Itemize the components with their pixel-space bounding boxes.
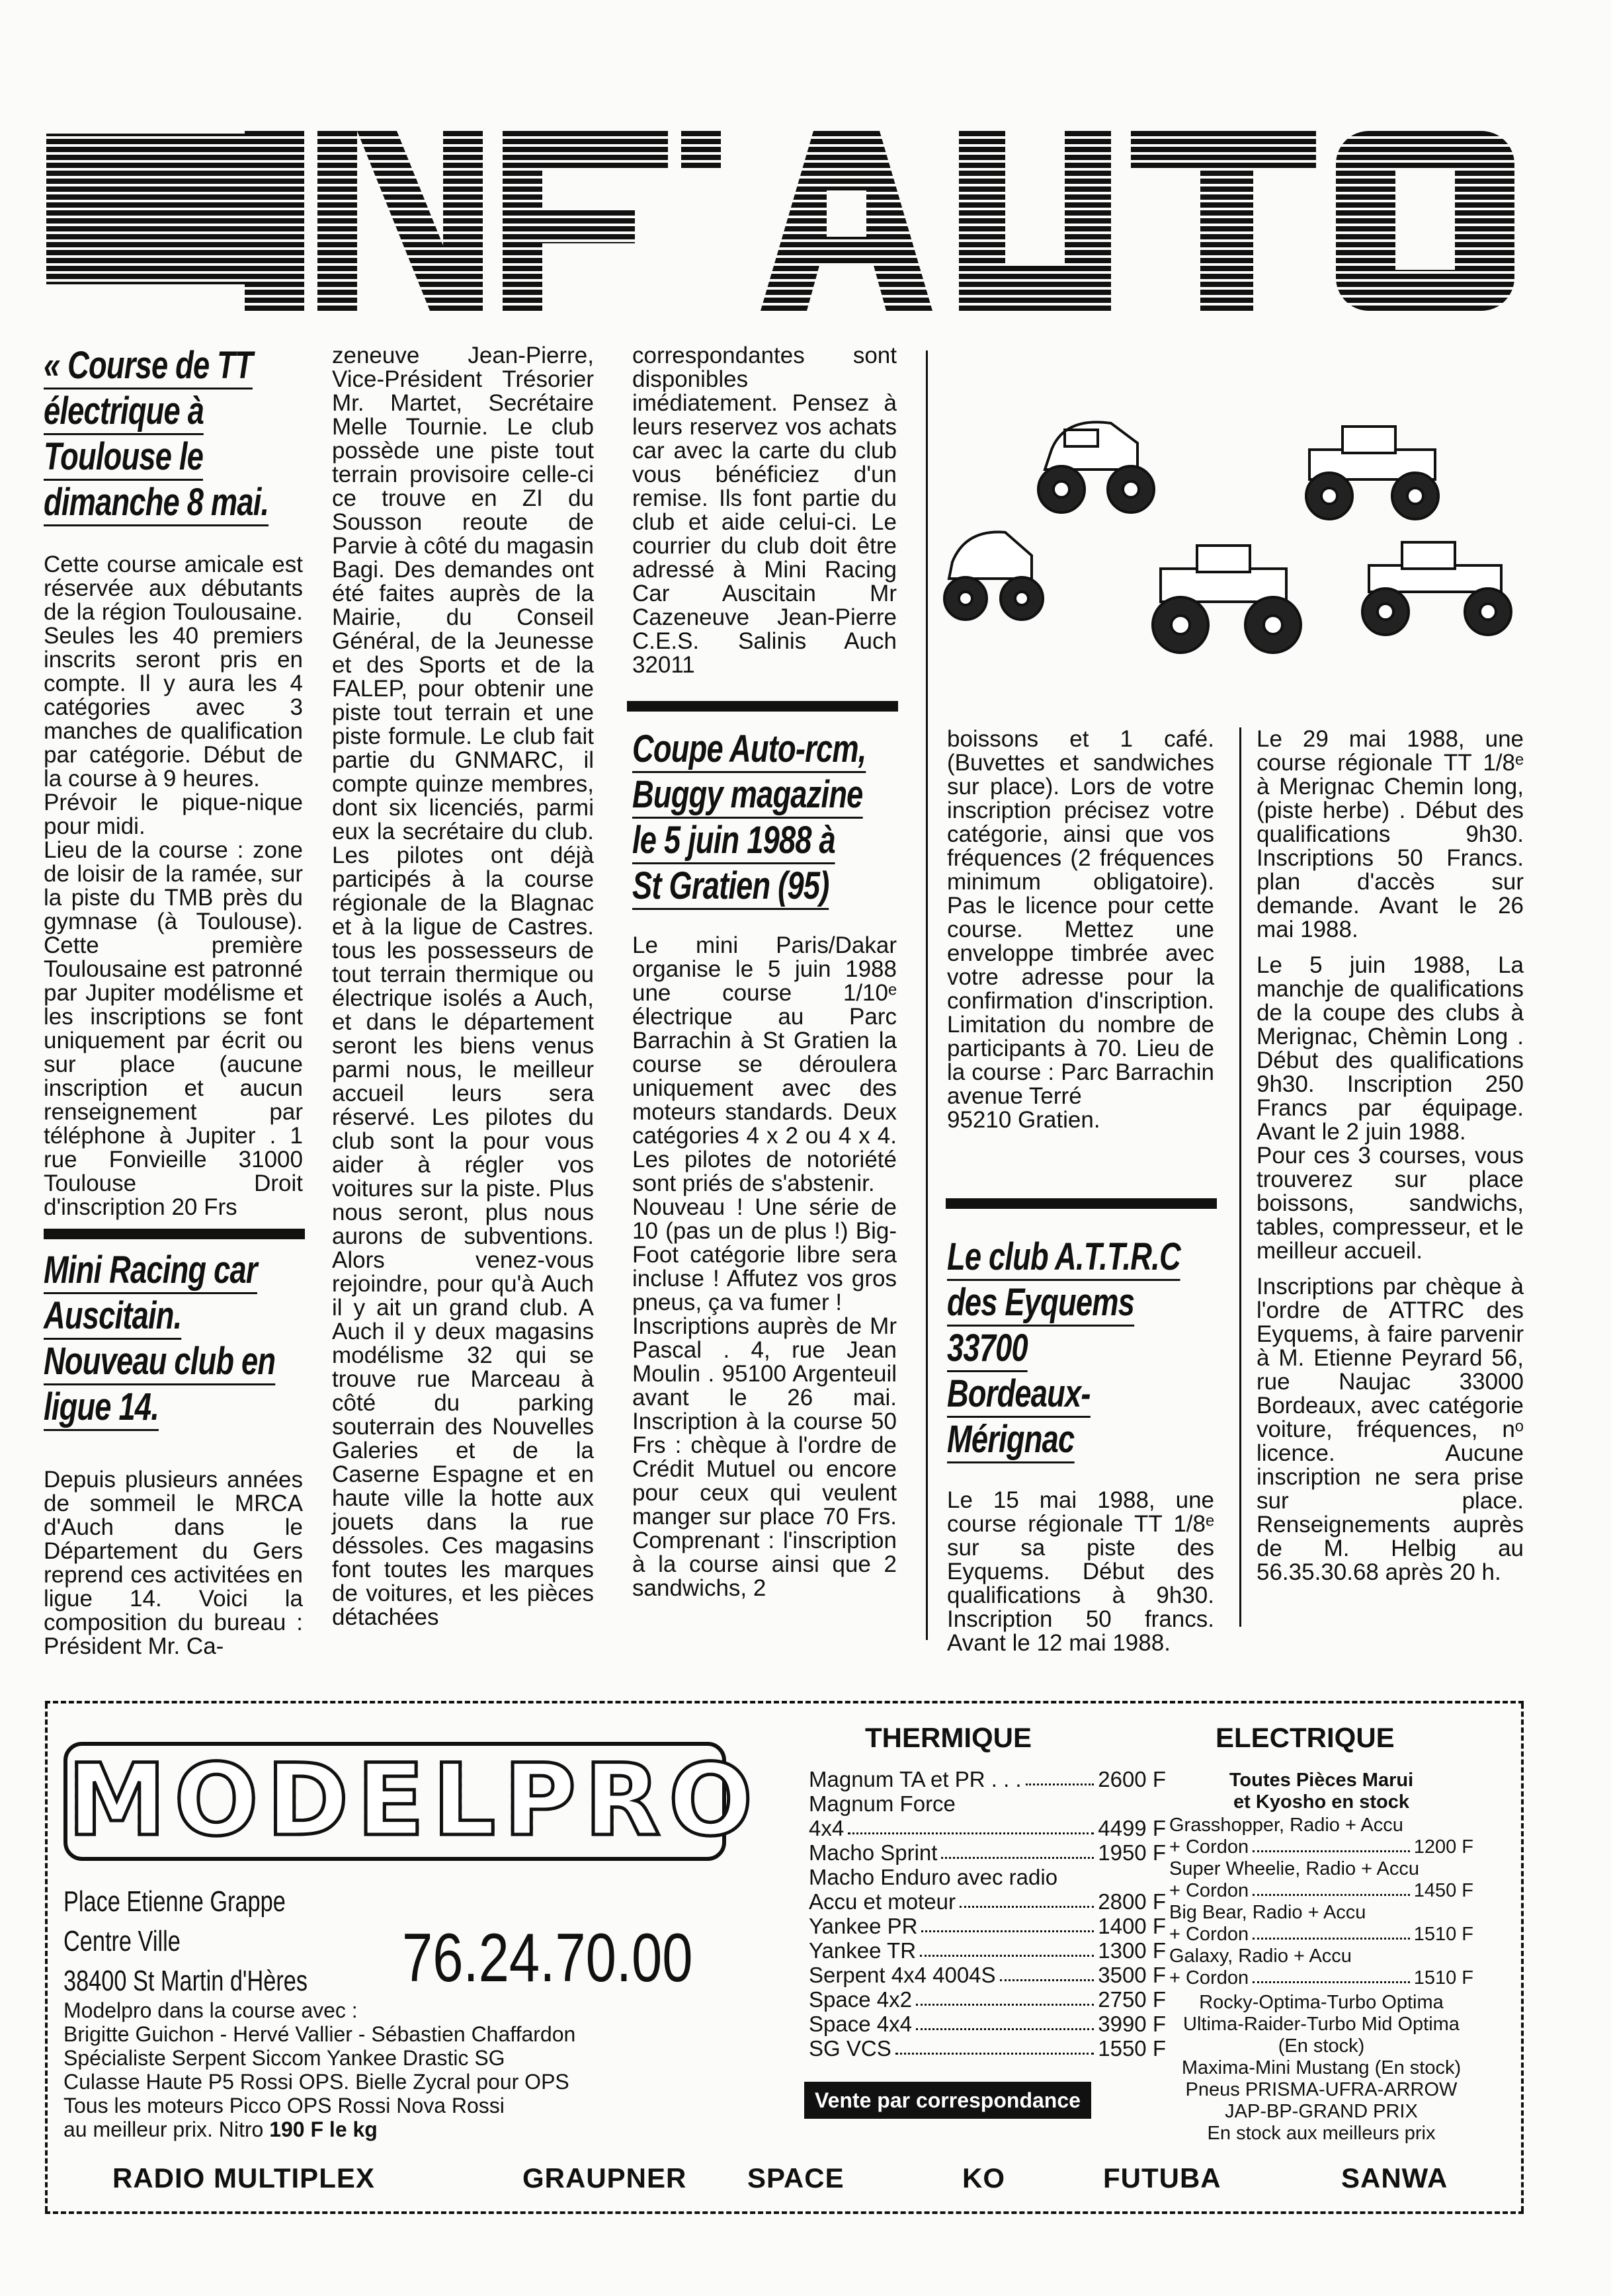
item-price: 1400 F [1098,1914,1166,1938]
paragraph: Cette course amicale est réservée aux débutants de la région Toulousaine. Seules les 40 premiers inscrits seront pris en compte. Il y aura les 4 catégories avec 3 manches de qualification par catégorie. Début de la course à 9 heures. [44,552,303,792]
extra-line: (En stock) [1278,2035,1365,2057]
item-price: 1550 F [1098,2036,1166,2061]
info-line: Tous les moteurs Picco OPS Rossi Nova Rossi [63,2094,505,2117]
paragraph: Inscriptions auprès de Mr Pascal . 4, rue Jean Moulin . 95100 Argenteuil avant le 26 mai. Inscription à la course 50 Frs : chèque à l'ordre de Crédit Mutuel ou encore pour ceux qui veulent manger sur place 70 Frs. Comprenant : l'inscription à la course ainsi que 2 sandwichs, 2 [632,1313,897,1601]
info-line: Brigitte Guichon - Hervé Vallier - Sébastien Chaffardon [63,2022,576,2046]
info-line: Modelpro dans la course avec : [63,1998,358,2022]
thermique-item [809,1767,1166,1791]
thermique-item [809,2012,1166,2036]
leader-dots [920,1938,1094,1957]
item-sub: + Cordon [1169,1924,1249,1945]
headline-line: Buggy magazine [632,773,863,819]
column-divider [926,350,928,1640]
thermique-item [809,1816,1166,1840]
headline-attrc [947,1235,1216,1463]
paragraph: Le 29 mai 1988, une course régionale TT 1/8ᵉ à Merignac Chemin long, (piste herbe) . Début des qualifications 9h30. Inscriptions 50 Francs. plan d'accès sur demande. Avant le 26 mai 1988. [1257,726,1524,942]
article-toulouse [44,344,303,1659]
item-name: Space 4x2 [809,1987,912,2012]
article-merignac [1257,727,1524,1584]
electrique-item-name: Grasshopper, Radio + Accu [1169,1815,1403,1836]
logo-text: MODELPRO [67,1743,761,1858]
extra-line: Rocky-Optima-Turbo Optima [1199,1992,1444,2013]
headline-line: Mérignac [947,1418,1074,1463]
thermique-price-list [809,1767,1166,2061]
thermique-item [809,1840,1166,1865]
item-sub: + Cordon [1169,1967,1249,1988]
leader-dots [848,1816,1094,1834]
leader-dots [941,1840,1094,1859]
thermique-item [809,1791,1166,1816]
brand-futuba: FUTUBA [1103,2162,1221,2194]
headline-line: ligue 14. [44,1385,159,1431]
item-price: 1450 F [1413,1880,1473,1901]
headline-line: Mini Racing car [44,1249,257,1294]
info-line: Culasse Haute P5 Rossi OPS. Bielle Zycral pour OPS [63,2070,569,2094]
item-name: Serpent 4x4 4004S [809,1963,996,1987]
leader-dots [1253,1924,1410,1940]
item-price: 2800 F [1098,1889,1166,1914]
thermique-item [809,1889,1166,1914]
leader-dots [921,1914,1094,1932]
headline-line: « Course de TT [44,344,253,390]
item-name: SG VCS [809,2036,891,2061]
extra-line: Maxima-Mini Mustang (En stock) [1181,2057,1462,2078]
modelpro-logo [63,1742,761,1861]
headline-line: des Eyquems [947,1281,1134,1327]
extra-line: Ultima-Raider-Turbo Mid Optima [1183,2014,1460,2035]
address-line: Place Etienne Grappe [63,1885,286,1918]
course-info [63,1998,575,2141]
item-name: 4x4 [809,1816,845,1840]
electrique-item [1169,1924,1473,1946]
headline-line: 33700 [947,1327,1028,1372]
leader-dots [1253,1836,1410,1852]
paragraph: Le 15 mai 1988, une course régionale TT 1/8ᵉ sur sa piste des Eyquems. Début des qualifications à 9h30. Inscription 50 francs. Avant le 12 mai 1988. [947,1487,1214,1656]
headline-line: dimanche 8 mai. [44,481,268,526]
headline-line: Le club A.T.T.R.C [947,1235,1180,1281]
item-name: Yankee PR [809,1914,918,1938]
brand-radio-multiplex: RADIO MULTIPLEX [112,2162,375,2194]
leader-dots [960,1889,1094,1908]
headline-line: Nouveau club en [44,1340,275,1385]
section-rule [946,1198,1217,1209]
thermique-title: THERMIQUE [865,1722,1032,1753]
headline-line: Toulouse le [44,435,203,481]
item-name: Magnum Force [809,1791,956,1816]
intro-line: et Kyosho en stock [1233,1791,1409,1813]
paragraph: boissons et 1 café. (Buvettes et sandwiches sur place). Lors de votre inscription précisez votre catégorie, ainsi que vos fréquences (2 fréquences minimum obligatoire). Pas le licence pour cette course. Mettez une enveloppe timbrée avec votre adresse pour la confirmation d'inscription. Limitation du nombre de participants à 70. Lieu de la course : Parc Barrachin avenue Terré [947,726,1214,1109]
item-price: 1300 F [1098,1938,1166,1963]
paragraph: correspondantes sont disponibles imédiatement. Pensez à leurs reservez vos achats car avec la carte du club vous bénéficiez d'un remise. Ils font partie du club et aide celui-ci. Le courrier du club doit être adressé à Mini Racing Car Auscitain Mr Cazeneuve Jean-Pierre C.E.S. Salinis Auch 32011 [632,343,897,678]
headline-toulouse [44,344,302,526]
item-price: 4499 F [1098,1816,1166,1840]
thermique-item [809,1987,1166,2012]
paragraph: Le 5 juin 1988, La manchje de qualifications de la coupe des clubs à Merignac, Chèmin Long . Début des qualifications 9h30. Inscription 250 Francs par équipage. Avant le 2 juin 1988. [1257,952,1524,1145]
paragraph: Prévoir le pique-nique pour midi. [44,790,303,839]
article-attrc [947,1235,1214,1655]
nitro-price: 190 F le kg [269,2117,378,2141]
item-price: 1950 F [1098,1840,1166,1865]
column-divider [1239,727,1241,1627]
electrique-title: ELECTRIQUE [1216,1722,1395,1753]
item-price: 3500 F [1098,1963,1166,1987]
leader-dots [895,2036,1095,2055]
extra-line: JAP-BP-GRAND PRIX [1225,2101,1418,2122]
paragraph: Depuis plusieurs années de sommeil le MRCA d'Auch dans le Département du Gers reprend ces activitées en ligue 14. Voici la composition du bureau : Président Mr. Ca- [44,1467,303,1659]
paragraph: Lieu de la course : zone de loisir de la ramée, sur la piste du TMB près du gymnase (à Toulouse). Cette première Toulousaine est patronné par Jupiter modélisme et les inscriptions se font uniquement par écrit ou sur place (aucune inscription et aucun renseignement par téléphone à Jupiter . 1 rue Fonvieille 31000 Toulouse Droit d'inscription 20 Frs [44,837,303,1220]
brand-graupner: GRAUPNER [522,2162,687,2194]
electrique-item-name: Super Wheelie, Radio + Accu [1169,1858,1420,1879]
leader-dots [1000,1963,1095,1981]
article-club-continued [632,344,897,677]
section-rule [627,701,898,712]
brand-ko: KO [962,2162,1005,2194]
headline-mini-racing [44,1249,302,1431]
address-line: 38400 St Martin d'Hères [63,1965,308,1997]
headline-line: Auscitain. [44,1294,181,1340]
article-coupe-auto-rcm [632,727,897,1600]
item-name: Yankee TR [809,1938,917,1963]
paragraph: Inscriptions par chèque à l'ordre de ATTRC des Eyquems, à faire parvenir à M. Etienne Peyrard 56, rue Naujac 33000 Bordeaux, avec catégorie voiture, fréquences, nᵒ licence. Aucune inscription ne sera prise sur place. Renseignements auprès de M. Helbig au 56.35.30.68 après 20 h. [1257,1274,1524,1585]
headline-line: Bordeaux- [947,1372,1091,1418]
headline-coupe-auto-rcm [632,727,901,910]
brand-sanwa: SANWA [1341,2162,1448,2194]
intro-line: Toutes Pièces Marui [1229,1770,1414,1791]
electrique-item-name: Big Bear, Radio + Accu [1169,1902,1366,1923]
item-name: Accu et moteur [809,1889,956,1914]
headline-line: Coupe Auto-rcm, [632,727,866,773]
phone-number: 76.24.70.00 [402,1920,693,1996]
item-name: Macho Enduro avec radio [809,1865,1058,1889]
info-line: Spécialiste Serpent Siccom Yankee Drastic SG [63,2046,505,2070]
headline-line: le 5 juin 1988 à [632,819,835,864]
item-price: 3990 F [1098,2012,1166,2036]
paragraph: Pour ces 3 courses, vous trouverez sur place boissons, sandwichs, tables, compresseur, et le meilleur accueil. [1257,1143,1524,1264]
article-continued [947,727,1214,1132]
item-name: Magnum TA et PR . . . [809,1767,1022,1791]
nitro-line [63,2117,575,2141]
leader-dots [916,2012,1094,2030]
thermique-item [809,1963,1166,1987]
item-sub: + Cordon [1169,1836,1249,1858]
paragraph: Nouveau ! Une série de 10 (pas un de plus !) Big-Foot catégorie libre sera incluse ! Affutez vos gros pneus, ça va fumer ! [632,1194,897,1315]
address-line: Centre Ville [63,1925,181,1957]
extra-line: Pneus PRISMA-UFRA-ARROW [1185,2079,1458,2100]
section-rule [44,1229,305,1239]
headline-line: électrique à [44,390,204,435]
item-name: Macho Sprint [809,1840,938,1865]
masthead-inf-auto [46,131,1528,316]
item-sub: + Cordon [1169,1880,1249,1901]
brand-space: SPACE [747,2162,845,2194]
leader-dots [1253,1967,1410,1983]
thermique-item [809,1938,1166,1963]
headline-line: St Gratien (95) [632,864,829,910]
item-price: 2600 F [1098,1767,1166,1791]
shop-address [63,1882,308,2001]
paragraph: zeneuve Jean-Pierre, Vice-Président Trésorier Mr. Martet, Secrétaire Melle Tournie. Le club possède une piste tout terrain provisoire celle-ci ce trouve en ZI du Sousson reoute de Parvie à côté du magasin Bagi. Des demandes ont été faites auprès de la Mairie, du Conseil Général, de la Jeunesse et des Sports et de la FALEP, pour obtenir une piste tout terrain et une piste formule. Le club fait partie du GNMARC, il compte quinze membres, dont six licenciés, parmi eux la secrétaire du club. Les pilotes ont déjà participés à la course régionale de la Blagnac et à la ligue de Castres. tous les possesseurs de tout terrain thermique ou électrique isolés a Auch, et dans le département seront les biens venus parmi nous, le meilleur accueil leurs sera réservé. Les pilotes du club sont la pour vous aider à régler vos voitures sur la piste. Plus nous seront, plus nous aurons de subventions. Alors venez-vous rejoindre, pour qu'à Auch il y ait un grand club. A Auch il y deux magasins modélisme 32 qui se trouve rue Marceau à côté du parking souterrain des Nouvelles Galeries et de la Caserne Espagne et en haute ville la hotte aux jouets dans la rue déssoles. Ces magasins font toutes les marques de voitures, et les pièces détachées [332,343,594,1630]
vente-correspondance-badge: Vente par correspondance [804,2082,1091,2119]
electrique-extra [1163,1992,1480,2145]
electrique-item-name: Galaxy, Radio + Accu [1169,1946,1352,1967]
item-price: 1510 F [1413,1967,1473,1988]
leader-dots [916,1987,1094,2006]
electrique-intro [1163,1770,1480,1813]
extra-line: En stock aux meilleurs prix [1207,2123,1436,2144]
paragraph: Le mini Paris/Dakar organise le 5 juin 1988 une course 1/10ᵉ électrique au Parc Barrachin à St Gratien la course se déroulera uniquement avec des moteurs standards. Deux catégories 4 x 2 ou 4 x 4. Les pilotes de notoriété sont priés de s'abstenir. [632,932,897,1196]
nitro-prefix: au meilleur prix. Nitro [63,2117,270,2141]
monster-trucks-illustration [932,390,1528,681]
electrique-item [1169,1836,1473,1858]
thermique-item [809,1914,1166,1938]
electrique-price-list [1169,1815,1473,1989]
leader-dots [1026,1767,1095,1785]
item-price: 1510 F [1413,1924,1473,1945]
item-name: Space 4x4 [809,2012,912,2036]
modelpro-advertisement [45,1701,1524,2214]
electrique-item [1169,1880,1473,1902]
leader-dots [1253,1880,1410,1896]
item-price: 1200 F [1413,1836,1473,1858]
electrique-item [1169,1967,1473,1989]
paragraph: 95210 Gratien. [947,1107,1100,1133]
thermique-item [809,1865,1166,1889]
article-mrca-continued [332,344,594,1629]
thermique-item [809,2036,1166,2061]
item-price: 2750 F [1098,1987,1166,2012]
